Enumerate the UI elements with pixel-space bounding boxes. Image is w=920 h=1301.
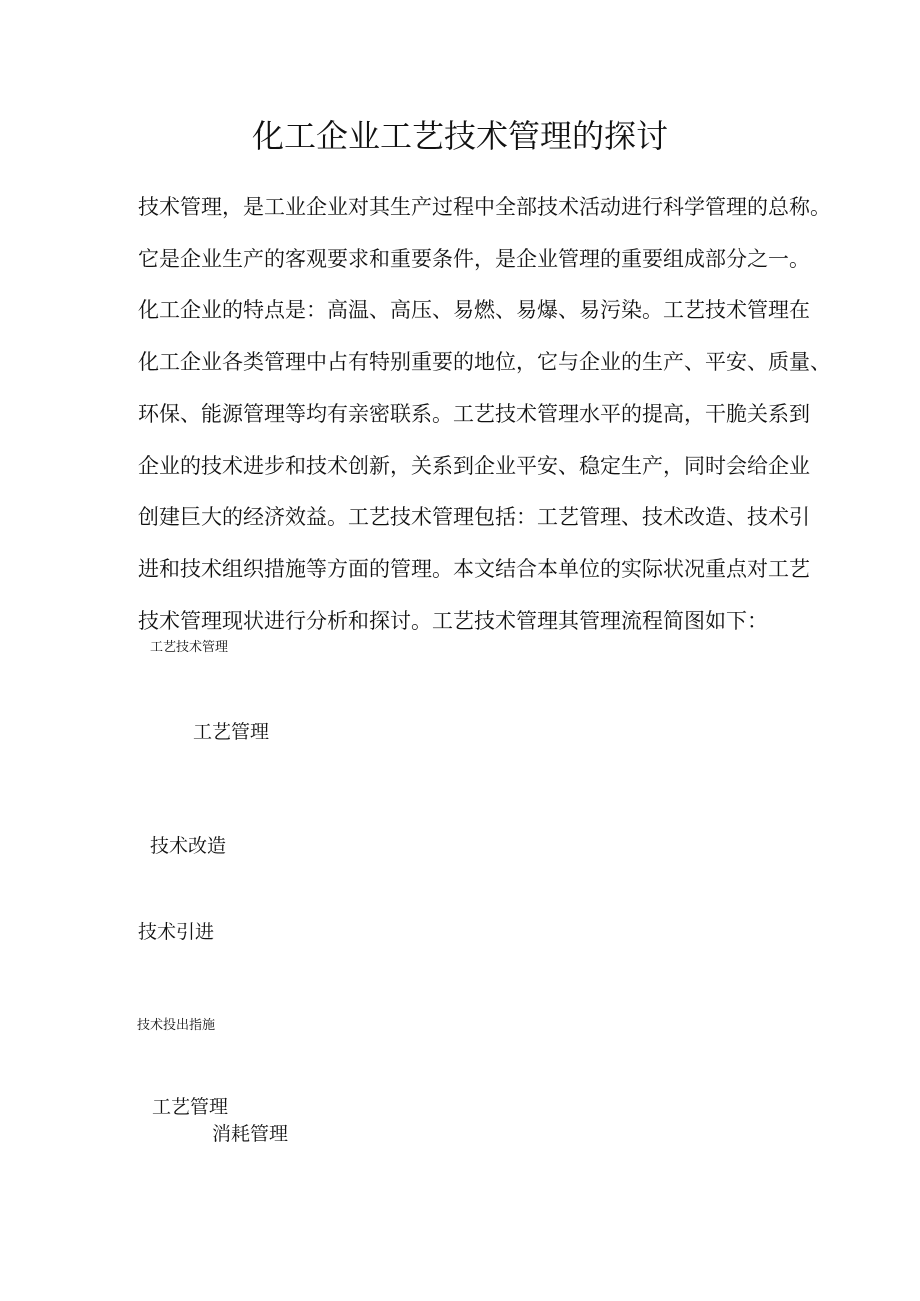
paragraph-line: 进和技术组织措施等方面的管理。本文结合本单位的实际状况重点对工艺: [138, 557, 810, 581]
document-title: 化工企业工艺技术管理的探讨: [251, 117, 668, 155]
paragraph-line: 环保、能源管理等均有亲密联系。工艺技术管理水平的提高，干脆关系到: [138, 402, 810, 426]
paragraph-line: 企业的技术进步和技术创新，关系到企业平安、稳定生产，同时会给企业: [138, 454, 810, 478]
paragraph-line: 创建巨大的经济效益。工艺技术管理包括：工艺管理、技术改造、技术引: [138, 505, 810, 529]
flowchart-node-introduction: 技术引进: [138, 921, 215, 943]
flowchart-node-consumption: 消耗管理: [212, 1123, 289, 1145]
flowchart-root-label: 工艺技术管理: [150, 640, 229, 655]
paragraph-line: 化工企业的特点是：高温、高压、易燃、易爆、易污染。工艺技术管理在: [138, 298, 810, 322]
flowchart-node-renovation: 技术改造: [150, 835, 227, 857]
paragraph-line: 技术管理现状进行分析和探讨。工艺技术管理其管理流程简图如下：: [138, 609, 768, 633]
paragraph-line: 化工企业各类管理中占有特别重要的地位，它与企业的生产、平安、质量、: [138, 350, 831, 374]
paragraph-line: 它是企业生产的客观要求和重要条件，是企业管理的重要组成部分之一。: [138, 247, 810, 271]
flowchart-node-process: 工艺管理: [193, 721, 270, 743]
flowchart-node-process-2: 工艺管理: [152, 1096, 229, 1118]
flowchart-node-investment: 技术投出指施: [137, 1018, 216, 1033]
paragraph-line: 技术管理，是工业企业对其生产过程中全部技术活动进行科学管理的总称。: [138, 195, 831, 219]
